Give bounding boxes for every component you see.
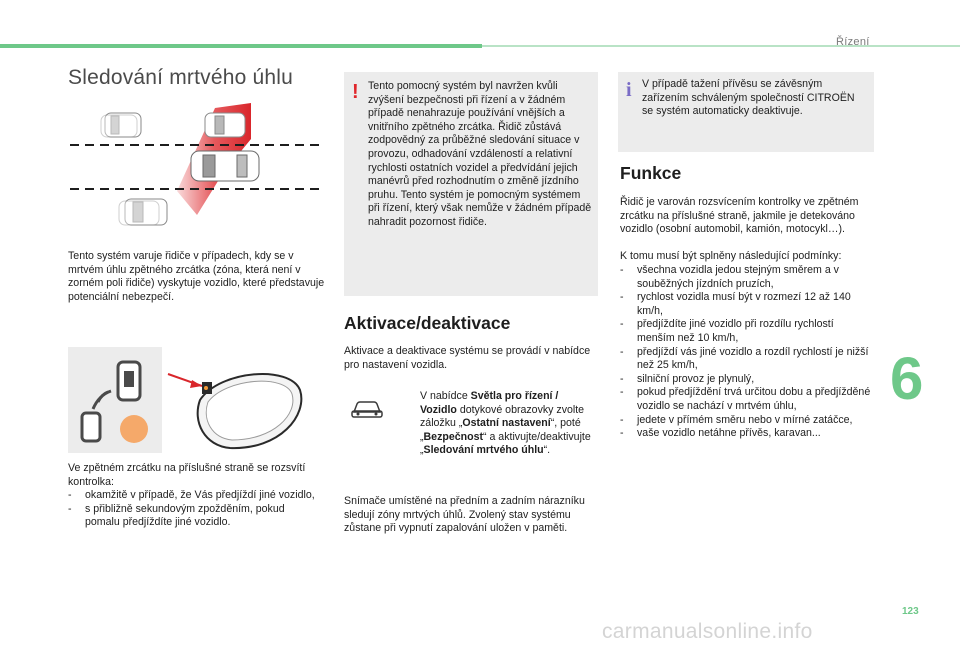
sensors-text: Snímače umístěné na předním a zadním nárazníku sledují zóny mrtvých úhlů. Zvolený stav systému zůstane při vypnutí zapalování uložen v paměti. — [344, 495, 585, 535]
mirror-lamp-box — [68, 347, 162, 453]
page-title: Sledování mrtvého úhlu — [68, 66, 294, 89]
function-heading: Funkce — [620, 163, 682, 183]
mirror-list — [68, 489, 322, 530]
list-item: - předjíždíte jiné vozidlo při rozdílu rychlostí menším než 10 km/h, — [620, 318, 872, 345]
function-intro-text: Řidič je varován rozsvícením kontrolky ve zpětném zrcátku na příslušné straně, jakmile je detekováno vozidlo (osobní automobil, kamión, motocykl…). — [620, 196, 859, 236]
list-item: - pokud předjíždění trvá určitou dobu a předjížděné vozidlo se nachází v mrtvém úhlu, — [620, 386, 872, 413]
conditions-list — [620, 264, 872, 441]
info-icon: i — [626, 79, 632, 101]
list-item: - silniční provoz je plynulý, — [620, 373, 872, 387]
menu-instruction-text: V nabídce Světla pro řízení / Vozidlo dotykové obrazovky zvolte záložku „Ostatní nastavení“, poté „Bezpečnost“ a aktivujte/deaktivujte „Sledování mrtvého úhlu“. — [420, 390, 591, 457]
section-name-bold: Bezpečnost — [423, 430, 483, 443]
intro-text: Tento systém varuje řidiče v případech, kdy se v mrtvém úhlu zpětného zrcátka (zóna, která není v zorném poli řidiče) vyskytuje vozidlo, které představuje potenciální nebezpečí. — [68, 250, 325, 303]
feature-name-bold: Sledování mrtvého úhlu — [423, 444, 544, 457]
list-item: - s přibližně sekundovým zpožděním, pokud pomalu předjíždíte jiné vozidlo. — [68, 503, 322, 530]
list-item: - okamžitě v případě, že Vás předjíždí jiné vozidlo, — [68, 489, 322, 503]
watermark: carmanualsonline.info — [602, 620, 813, 643]
mirror-intro-text: Ve zpětném zrcátku na příslušné straně se rozsvítí kontrolka: — [68, 462, 306, 488]
list-item: - vaše vozidlo netáhne přívěs, karavan... — [620, 427, 872, 441]
mirror-warning-illustration — [160, 360, 320, 460]
warning-exclamation-icon: ! — [352, 81, 359, 103]
section-header: Řízení — [836, 36, 870, 48]
header-rule — [0, 44, 482, 48]
list-item: - jedete v přímém směru nebo v mírné zatáčce, — [620, 414, 872, 428]
activation-heading: Aktivace/deaktivace — [344, 313, 511, 333]
car-icon — [350, 398, 384, 420]
list-item: - předjíždí vás jiné vozidlo a rozdíl rychlostí je nižší než 25 km/h, — [620, 346, 872, 373]
tab-name-bold: Ostatní nastavení — [462, 417, 551, 430]
list-item: - rychlost vozidla musí být v rozmezí 12 až 140 km/h, — [620, 291, 872, 318]
warning-text: Tento pomocný systém byl navržen kvůli zvýšení bezpečnosti při řízení a v žádném případě nenahrazuje používání vnějších a vnitřního zpětného zrcátka. Řidič zůstává zodpovědný za průběžné sledování situace v provozu, odhadování vzdáleností a relativní rychlosti ostatních vozidel a předvídání jejich manévrů před rozhodnutím o změně jízdního pruhu. Tento systém je pomocným systémem při řízení, který však nemůže v žádném případě nahradit pozornost řidiče. — [368, 80, 592, 228]
page-number: 123 — [902, 606, 919, 617]
menu-path-bold: Světla pro řízení / Vozidlo — [420, 390, 559, 416]
activation-text: Aktivace a deaktivace systému se provádí v nabídce pro nastavení vozidla. — [344, 345, 591, 371]
blind-spot-lamp-icon — [68, 347, 162, 453]
list-item: - všechna vozidla jedou stejným směrem a v souběžných jízdních pruzích, — [620, 264, 872, 291]
blind-spot-illustration — [65, 103, 325, 241]
header-rule-light — [482, 45, 960, 47]
conditions-intro-text: K tomu musí být splněny následující podmínky: — [620, 250, 842, 262]
chapter-number: 6 — [890, 345, 924, 412]
info-text: V případě tažení přívěsu se závěsným zařízením schváleným společností CITROËN se systém automaticky deaktivuje. — [642, 78, 855, 118]
